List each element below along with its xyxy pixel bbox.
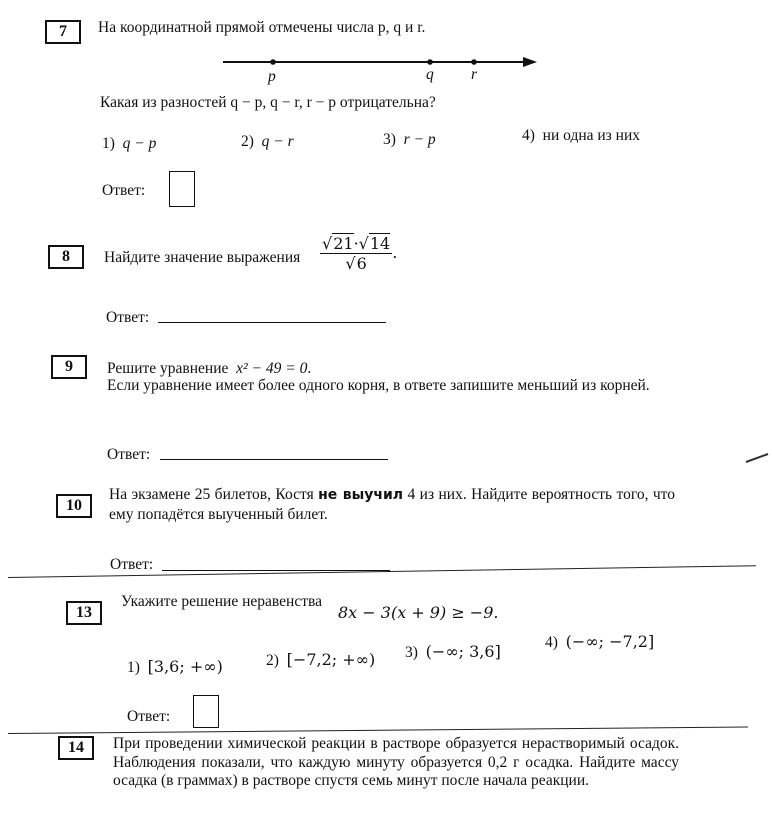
point-q: [427, 59, 433, 65]
number-line: [215, 50, 545, 90]
point-r: [471, 59, 477, 65]
task-number-10: 10: [56, 494, 92, 518]
task-8-answer-label: Ответ:: [106, 309, 150, 326]
task-13-option-3: 3) (−∞; 3,6]: [405, 642, 501, 661]
task-13-option-4: 4) (−∞; −7,2]: [545, 632, 655, 651]
task-9-answer-label: Ответ:: [107, 446, 151, 463]
point-label-r: r: [471, 66, 478, 83]
task-8-fraction: $\frac{√21\cdot√14}{√6}$ .: [322, 234, 398, 273]
task-13-statement: Укажите решение неравенства: [121, 593, 322, 610]
task-13-answer-label: Ответ:: [127, 708, 171, 725]
task-13-option-1: 1) [3,6; +∞): [127, 657, 223, 676]
task-9-statement: Решите уравнение x² − 49 = 0.: [107, 360, 312, 377]
task-7-option-3: 3) r − p: [383, 131, 436, 148]
task-7-option-2: 2) q − r: [241, 133, 294, 150]
task-7-statement: На координатной прямой отмечены числа p, q и r.: [98, 19, 426, 36]
task-7-option-1: 1) q − p: [102, 135, 157, 152]
task-10-answer-label: Ответ:: [110, 556, 154, 573]
task-9-answer-line[interactable]: [160, 459, 388, 460]
task-number-13: 13: [66, 601, 102, 625]
task-10-statement: На экзамене 25 билетов, Костя не выучил 4 из них. Найдите вероятность того, что ему попадётся выученный билет.: [109, 486, 675, 523]
task-7-answer-label: Ответ:: [102, 182, 146, 199]
task-7-question: Какая из разностей q − p, q − r, r − p отрицательна?: [100, 94, 436, 111]
task-7-answer-box[interactable]: [169, 171, 195, 207]
task-number-9: 9: [51, 355, 87, 379]
task-7-option-4: 4) ни одна из них: [522, 127, 641, 144]
page-separator-2: [8, 727, 748, 734]
point-label-q: q: [426, 66, 434, 83]
task-13-inequality: 8x − 3(x + 9) ≥ −9.: [338, 603, 499, 622]
task-9-instruction: Если уравнение имеет более одного корня, в ответе запишите меньший из корней.: [107, 377, 650, 394]
task-8-answer-line[interactable]: [158, 322, 386, 323]
task-8-statement: Найдите значение выражения: [104, 249, 301, 266]
task-13-option-2: 2) [−7,2; +∞): [266, 650, 376, 669]
task-number-8: 8: [48, 245, 84, 269]
margin-pen-mark: [744, 450, 770, 466]
task-number-7: 7: [45, 20, 81, 44]
point-p: [270, 59, 276, 65]
task-number-14: 14: [58, 736, 94, 760]
task-13-answer-box[interactable]: [193, 695, 219, 728]
task-14-statement: При проведении химической реакции в растворе образуется нерастворимый осадок. Наблюдения показали, что каждую минуту образуется 0,2 г осадка. Найдите массу осадка (в граммах) в растворе спустя семь минут после начала реакции.: [113, 735, 679, 789]
point-label-p: p: [268, 68, 276, 85]
